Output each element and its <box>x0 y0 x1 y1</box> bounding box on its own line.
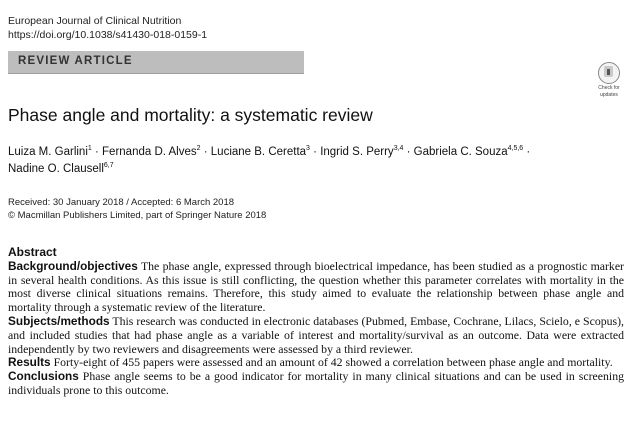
author[interactable]: Gabriela C. Souza$^{4,5,6}$ <box>413 145 524 158</box>
author[interactable]: Ingrid S. Perry$^{3,4}$ <box>320 145 404 158</box>
author[interactable]: Luiza M. Garlini$^1$ <box>8 145 92 158</box>
article-title: Phase angle and mortality: a systematic review <box>8 105 373 125</box>
updates-label: updates <box>600 92 618 98</box>
abstract-section <box>8 356 624 370</box>
article-type-label: REVIEW ARTICLE <box>18 55 133 67</box>
author[interactable]: Fernanda D. Alves$^2$ <box>102 145 201 158</box>
abstract <box>8 246 624 398</box>
section-label: Conclusions <box>8 369 79 384</box>
abstract-heading: Abstract <box>8 245 57 259</box>
abstract-section <box>8 315 624 356</box>
bookmark-icon <box>598 62 620 84</box>
received-accepted: Received: 30 January 2018 / Accepted: 6 March 2018 <box>8 197 235 208</box>
section-text: Forty-eight of 455 papers were assessed and an amount of 42 showed a correlation between phase angle and mortality. <box>53 355 613 370</box>
abstract-section <box>8 370 624 398</box>
author[interactable]: Luciane B. Ceretta$^3$ <box>210 145 310 158</box>
doi-link[interactable]: https://doi.org/10.1038/s41430-018-0159-1 <box>8 29 208 41</box>
section-label: Subjects/methods <box>8 313 110 328</box>
article-type-banner <box>8 51 304 74</box>
journal-name: European Journal of Clinical Nutrition <box>8 15 182 27</box>
section-text: Phase angle seems to be a good indicator for mortality in many clinical situations and can be used in screening individuals prone to this outcome. <box>8 369 624 397</box>
section-label: Background/objectives <box>8 258 138 273</box>
check-for-label: Check for <box>598 85 620 91</box>
section-text: This research was conducted in electronic databases (Pubmed, Embase, Cochrane, Lilacs, Scielo, e Scopus), and included studies that had phase angle as a variable of interest and mortality/survival as an outcome. Data were extracted independently by two reviewers and disagreements were assessed by a third reviewer. <box>8 313 624 356</box>
abstract-section <box>8 260 624 315</box>
article-dates <box>8 196 266 222</box>
check-for-updates-badge[interactable] <box>594 62 624 96</box>
copyright: © Macmillan Publishers Limited, part of Springer Nature 2018 <box>8 210 267 221</box>
section-text: The phase angle, expressed through bioelectrical impedance, has been studied as a prognostic marker in several health conditions. As this issue is still conflicting, the question whether this parameter correlates with mortality in the most diverse clinical situations remains. Therefore, this study aimed to evaluate the relationship between phase angle and mortality through a systematic review of the literature. <box>8 258 624 315</box>
journal-header <box>8 14 207 42</box>
author[interactable]: Nadine O. Clausell$^{6,7}$ <box>8 162 114 175</box>
author-list: Luiza M. Garlini$^1$ · Fernanda D. Alves$^2$ · Luciane B. Ceretta$^3$ · Ingrid S. Perry$^{3,4}$ · Gabriela C. Souza$^{4,5,6}$ · Nadine O. Clausell$^{6,7}$ <box>8 145 531 175</box>
section-label: Results <box>8 355 51 370</box>
